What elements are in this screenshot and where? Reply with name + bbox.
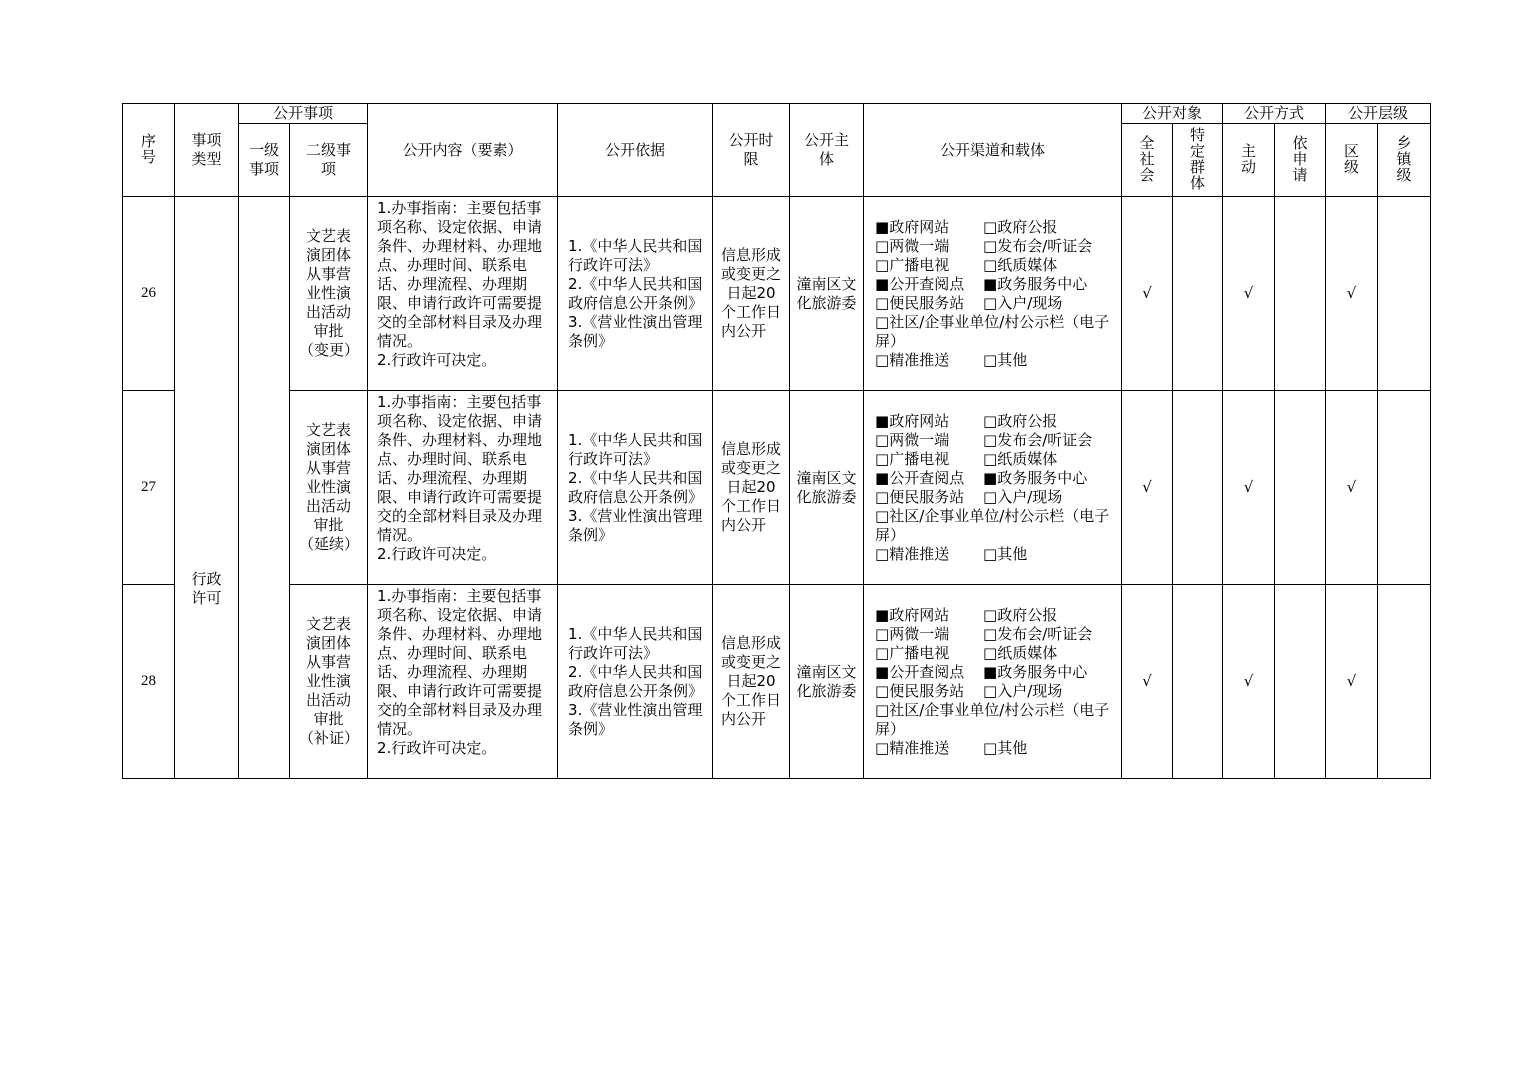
row-channel [864, 391, 1122, 585]
content-line-1: 1.办事指南：主要包括事项名称、设定依据、申请条件、办理材料、办理地点、办理时间、联系电话、办理流程、办理期限、申请行政许可需要提交的全部材料目录及办理情况。 [377, 587, 543, 738]
header-row-1 [123, 104, 1431, 124]
basis-line-2: 2.《中华人民共和国政府信息公开条例》 [568, 274, 704, 312]
header-mode: 公开方式 [1223, 104, 1326, 124]
channel-item: □政府公报 [983, 217, 1058, 236]
row-subject: 潼南区文化旅游委 [790, 197, 864, 391]
check-target-all: √ [1122, 197, 1173, 391]
row-time: 信息形成或变更之日起20个工作日内公开 [713, 391, 790, 585]
channel-item: ■政务服务中心 [983, 662, 1088, 681]
check-target-all: √ [1122, 391, 1173, 585]
content-line-2: 2.行政许可决定。 [377, 545, 497, 563]
channel-item: □社区/企事业单位/村公示栏（电子屏） [875, 506, 1110, 544]
level1-item-cell [239, 197, 290, 779]
row-channel [864, 585, 1122, 779]
table-row [123, 585, 1431, 779]
channel-item: □纸质媒体 [983, 643, 1058, 662]
check-target-specific [1173, 391, 1223, 585]
basis-line-1: 1.《中华人民共和国行政许可法》 [568, 236, 703, 274]
basis-line-3: 3.《营业性演出管理条例》 [568, 312, 703, 350]
channel-item: □两微一端 [875, 624, 950, 643]
row-basis [558, 391, 713, 585]
channel-item: ■公开查阅点 [875, 662, 965, 681]
basis-line-2: 2.《中华人民共和国政府信息公开条例》 [568, 662, 704, 700]
row-basis [558, 197, 713, 391]
channel-item: ■政务服务中心 [983, 274, 1088, 293]
channel-item: □其他 [983, 350, 1028, 369]
check-level-district: √ [1326, 197, 1378, 391]
content-line-1: 1.办事指南：主要包括事项名称、设定依据、申请条件、办理材料、办理地点、办理时间、联系电话、办理流程、办理期限、申请行政许可需要提交的全部材料目录及办理情况。 [377, 199, 543, 350]
channel-item: □发布会/听证会 [983, 430, 1093, 449]
channel-item: □精准推送 [875, 544, 950, 563]
check-target-specific [1173, 585, 1223, 779]
header-public-items: 公开事项 [239, 104, 368, 124]
item-type-cell: 行政许可 [175, 197, 239, 779]
basis-line-1: 1.《中华人民共和国行政许可法》 [568, 624, 703, 662]
row-time: 信息形成或变更之日起20个工作日内公开 [713, 585, 790, 779]
header-target-specific: 特定群体 [1173, 124, 1223, 197]
header-content: 公开内容（要素） [368, 104, 558, 197]
row-seq: 26 [123, 197, 175, 391]
row-item-name: 文艺表演团体从事营业性演出活动审批（变更） [290, 197, 368, 391]
header-time: 公开时限 [713, 104, 790, 197]
row-content [368, 197, 558, 391]
row-content [368, 391, 558, 585]
content-line-2: 2.行政许可决定。 [377, 351, 497, 369]
header-channel: 公开渠道和载体 [864, 104, 1122, 197]
header-target-all: 全社会 [1122, 124, 1173, 197]
channel-item: □两微一端 [875, 236, 950, 255]
header-level-town: 乡镇级 [1378, 124, 1431, 197]
check-mode-request [1275, 197, 1326, 391]
row-basis [558, 585, 713, 779]
channel-item: □社区/企事业单位/村公示栏（电子屏） [875, 312, 1110, 350]
channel-item: ■政府网站 [875, 605, 950, 624]
row-item-name: 文艺表演团体从事营业性演出活动审批（补证） [290, 585, 368, 779]
channel-item: □政府公报 [983, 411, 1058, 430]
row-item-name: 文艺表演团体从事营业性演出活动审批（延续） [290, 391, 368, 585]
row-channel [864, 197, 1122, 391]
channel-item: □入户/现场 [983, 487, 1063, 506]
channel-item: ■政府网站 [875, 411, 950, 430]
channel-item: □发布会/听证会 [983, 624, 1093, 643]
check-mode-request [1275, 585, 1326, 779]
channel-item: □广播电视 [875, 449, 950, 468]
check-target-all: √ [1122, 585, 1173, 779]
basis-line-3: 3.《营业性演出管理条例》 [568, 506, 703, 544]
header-subject: 公开主体 [790, 104, 864, 197]
channel-item: □发布会/听证会 [983, 236, 1093, 255]
channel-item: □广播电视 [875, 643, 950, 662]
row-subject: 潼南区文化旅游委 [790, 391, 864, 585]
header-level: 公开层级 [1326, 104, 1431, 124]
content-line-1: 1.办事指南：主要包括事项名称、设定依据、申请条件、办理材料、办理地点、办理时间、联系电话、办理流程、办理期限、申请行政许可需要提交的全部材料目录及办理情况。 [377, 393, 543, 544]
header-level2: 二级事项 [290, 124, 368, 197]
channel-item: □精准推送 [875, 350, 950, 369]
channel-item: □政府公报 [983, 605, 1058, 624]
row-seq: 27 [123, 391, 175, 585]
header-seq: 序号 [123, 104, 175, 197]
header-basis: 公开依据 [558, 104, 713, 197]
content-line-2: 2.行政许可决定。 [377, 739, 497, 757]
channel-item: □入户/现场 [983, 681, 1063, 700]
header-mode-active: 主动 [1223, 124, 1275, 197]
channel-item: ■公开查阅点 [875, 274, 965, 293]
channel-item: □纸质媒体 [983, 449, 1058, 468]
channel-item: □广播电视 [875, 255, 950, 274]
check-level-district: √ [1326, 391, 1378, 585]
disclosure-table [122, 103, 1431, 779]
header-target: 公开对象 [1122, 104, 1223, 124]
check-target-specific [1173, 197, 1223, 391]
channel-item: □便民服务站 [875, 487, 965, 506]
check-mode-active: √ [1223, 585, 1275, 779]
row-content [368, 585, 558, 779]
table-row [123, 197, 1431, 391]
channel-item: □社区/企事业单位/村公示栏（电子屏） [875, 700, 1110, 738]
check-level-town [1378, 391, 1431, 585]
check-mode-active: √ [1223, 391, 1275, 585]
channel-item: □两微一端 [875, 430, 950, 449]
check-mode-request [1275, 391, 1326, 585]
channel-item: □精准推送 [875, 738, 950, 757]
basis-line-3: 3.《营业性演出管理条例》 [568, 700, 703, 738]
row-time: 信息形成或变更之日起20个工作日内公开 [713, 197, 790, 391]
check-level-town [1378, 585, 1431, 779]
header-mode-request: 依申请 [1275, 124, 1326, 197]
row-seq: 28 [123, 585, 175, 779]
table-row [123, 391, 1431, 585]
channel-item: □便民服务站 [875, 681, 965, 700]
channel-item: ■公开查阅点 [875, 468, 965, 487]
row-subject: 潼南区文化旅游委 [790, 585, 864, 779]
channel-item: □便民服务站 [875, 293, 965, 312]
channel-item: □纸质媒体 [983, 255, 1058, 274]
check-mode-active: √ [1223, 197, 1275, 391]
check-level-town [1378, 197, 1431, 391]
channel-item: □其他 [983, 738, 1028, 757]
header-level-district: 区级 [1326, 124, 1378, 197]
channel-item: ■政府网站 [875, 217, 950, 236]
header-level1: 一级事项 [239, 124, 290, 197]
basis-line-1: 1.《中华人民共和国行政许可法》 [568, 430, 703, 468]
channel-item: □其他 [983, 544, 1028, 563]
check-level-district: √ [1326, 585, 1378, 779]
channel-item: ■政务服务中心 [983, 468, 1088, 487]
channel-item: □入户/现场 [983, 293, 1063, 312]
header-type: 事项类型 [175, 104, 239, 197]
basis-line-2: 2.《中华人民共和国政府信息公开条例》 [568, 468, 704, 506]
